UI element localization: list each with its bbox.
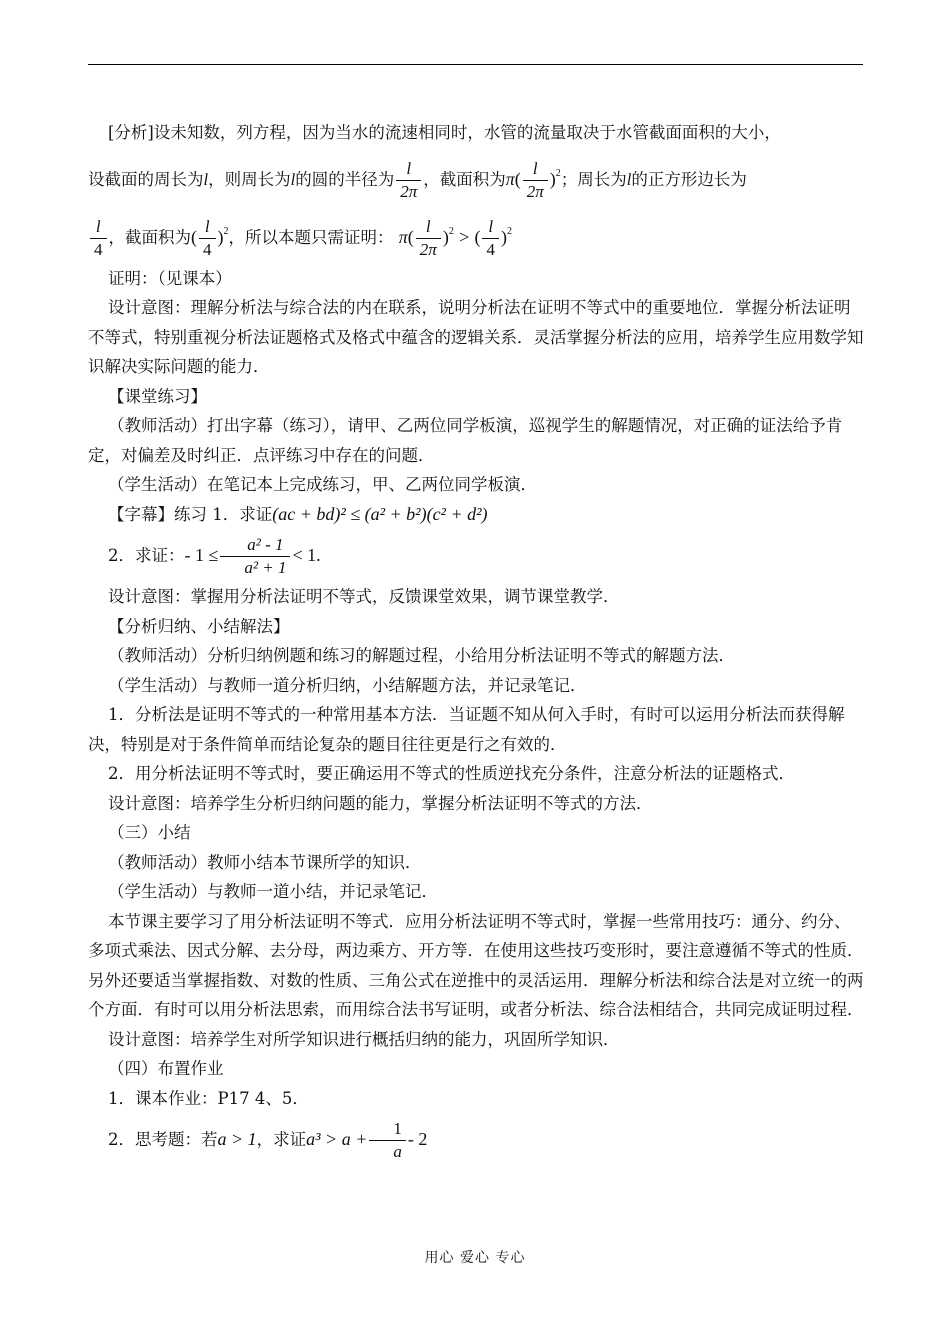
frac-den: 2π <box>526 181 544 201</box>
header-rule <box>88 64 863 65</box>
exercise-2-right: < 1. <box>292 545 321 565</box>
class-practice-heading: 【课堂练习】 <box>108 386 207 406</box>
homework-2-label: 2．思考题：若 <box>108 1130 218 1149</box>
teacher-activity-3: （教师活动）教师小结本节课所学的知识． <box>108 852 422 872</box>
exercise-2 <box>88 529 866 582</box>
frac-num: l <box>416 216 441 239</box>
frac-den: 4 <box>94 239 103 259</box>
analysis-text: ，截面积为 <box>108 227 191 247</box>
exponent: 2 <box>223 225 229 237</box>
exercise-2-fraction <box>220 534 290 579</box>
section-3-heading: （三）小结 <box>108 823 191 842</box>
homework-2-mid: ，求证 <box>256 1130 307 1149</box>
exponent: 2 <box>506 225 512 237</box>
fraction-l-over-2pi <box>523 158 548 203</box>
var-l: l <box>626 169 632 189</box>
design-intent-2: 设计意图：掌握用分析法证明不等式，反馈课堂效果，调节课堂教学． <box>108 587 620 606</box>
analysis-text: ；周长为 <box>560 169 627 189</box>
fraction-l-over-4 <box>199 216 216 261</box>
homework-2-left: a³ > a + <box>306 1129 368 1149</box>
analysis-text: 设截面的周长为 <box>88 169 204 189</box>
exercise-2-label: 2．求证： <box>108 546 185 565</box>
frac-den: a² + 1 <box>244 558 287 577</box>
teacher-activity-1: （教师活动）打出字幕（练习），请甲、乙两位同学板演，巡视学生的解题情况，对正确的证法给予肯定，对偏差及时纠正．点评练习中存在的问题． <box>88 416 843 465</box>
design-intent-1: 设计意图：理解分析法与综合法的内在联系，说明分析法在证明不等式中的重要地位．掌握分析法证明不等式，特别重视分析法证题格式及格式中蕴含的逻辑关系．灵活掌握分析法的应用，培养学生应用数学知识解决实际问题的能力． <box>88 298 864 376</box>
page-footer: 用心 爱心 专心 <box>424 1250 526 1266</box>
analysis-text: ，则周长为 <box>208 169 291 189</box>
summary-point-1: 1．分析法是证明不等式的一种常用基本方法．当证题不知从何入手时，有时可以运用分析法而获得解决，特别是对于条件简单而结论复杂的题目往往更是行之有效的． <box>88 705 845 754</box>
exercise-1-formula: (ac + bd)² ≤ (a² + b²)(c² + d²) <box>272 503 488 524</box>
lesson-summary: 本节课主要学习了用分析法证明不等式．应用分析法证明不等式时，掌握一些常用技巧：通分、约分、多项式乘法、因式分解、去分母，两边乘方、开方等．在使用这些技巧变形时，要注意遵循不等式的性质．另外还要适当掌握指数、对数的性质、三角公式在逆推中的灵活运用．理解分析法和综合法是对立统一的两个方面．有时可以用分析法思索，而用综合法书写证明，或者分析法、综合法相结合，共同完成证明过程． <box>88 911 864 1019</box>
var-l: l <box>290 169 296 189</box>
exercise-2-left: - 1 ≤ <box>184 545 219 565</box>
analysis-text: ，截面积为 <box>423 169 506 189</box>
summary-point-2: 2．用分析法证明不等式时，要正确运用不等式的性质逆找充分条件，注意分析法的证题格式． <box>108 764 795 783</box>
frac-num: a² - 1 <box>220 534 290 557</box>
exponent: 2 <box>555 167 561 179</box>
greater-than: > <box>459 226 470 247</box>
student-activity-2: （学生活动）与教师一道分析归纳，小结解题方法，并记录笔记． <box>108 675 587 695</box>
frac-num: l <box>199 216 216 239</box>
exponent: 2 <box>448 225 454 237</box>
frac-num: l <box>90 216 107 239</box>
frac-den: 4 <box>486 239 495 259</box>
homework-2-tail: - 2 <box>407 1129 428 1149</box>
analysis-text: 的圆的半径为 <box>295 169 395 189</box>
teacher-activity-2: （教师活动）分析归纳例题和练习的解题过程，小给用分析法证明不等式的解题方法． <box>108 646 735 665</box>
summary-heading: 【分析归纳、小结解法】 <box>108 616 290 636</box>
analysis-text: 的正方形边长为 <box>631 169 747 189</box>
pi-symbol: π <box>398 226 408 247</box>
homework-2 <box>88 1113 866 1166</box>
frac-num: l <box>523 158 548 181</box>
pi-symbol: π <box>505 168 515 189</box>
exercise-1-label: 【字幕】练习 1．求证 <box>108 504 273 524</box>
frac-den: 2π <box>419 239 437 259</box>
design-intent-3: 设计意图：培养学生分析归纳问题的能力，掌握分析法证明不等式的方法． <box>108 793 653 813</box>
frac-den: a <box>393 1142 402 1161</box>
proof-note: 证明：（见课本） <box>108 268 232 288</box>
analysis-line-1: [分析]设未知数，列方程，因为当水的流速相同时，水管的流量取决于水管截面面积的大小， <box>108 123 781 142</box>
homework-1: 1．课本作业：P17 4、5． <box>108 1088 309 1108</box>
student-activity-1: （学生活动）在笔记本上完成练习，甲、乙两位同学板演． <box>108 475 537 494</box>
section-4-heading: （四）布置作业 <box>108 1059 224 1078</box>
analysis-text: ，所以本题只需证明： <box>228 227 394 247</box>
fraction-l-over-4 <box>90 216 107 261</box>
frac-num: l <box>396 158 421 181</box>
fraction-l-over-2pi <box>416 216 441 261</box>
analysis-line-3: $\frac{l}{4}$ ，截面积为( $\frac{l}{4}$ )$^2$，所以本题只需证明： π( $\frac{l}{2\pi}$ )$^2$ > ( $\frac{l}{4}$ )$^2$ <box>88 206 866 264</box>
frac-num: 1 <box>369 1118 406 1141</box>
homework-2-condition: a > 1 <box>217 1129 257 1149</box>
frac-den: 2π <box>400 181 418 201</box>
frac-num: l <box>482 216 499 239</box>
fraction-l-over-2pi <box>396 158 421 203</box>
document-body <box>88 118 866 1166</box>
analysis-line-2: 设截面的周长为l，则周长为l的圆的半径为 $\frac{l}{2\pi}$ ，截面积为π( $\frac{l}{2\pi}$ )$^2$；周长为l的正方形边长为 <box>88 158 747 201</box>
fraction-l-over-4 <box>482 216 499 261</box>
homework-2-fraction <box>369 1118 406 1163</box>
design-intent-4: 设计意图：培养学生对所学知识进行概括归纳的能力，巩固所学知识． <box>108 1029 620 1049</box>
var-l: l <box>203 169 209 189</box>
student-activity-3: （学生活动）与教师一道小结，并记录笔记． <box>108 882 438 901</box>
frac-den: 4 <box>203 239 212 259</box>
exercise-1 <box>88 500 866 530</box>
